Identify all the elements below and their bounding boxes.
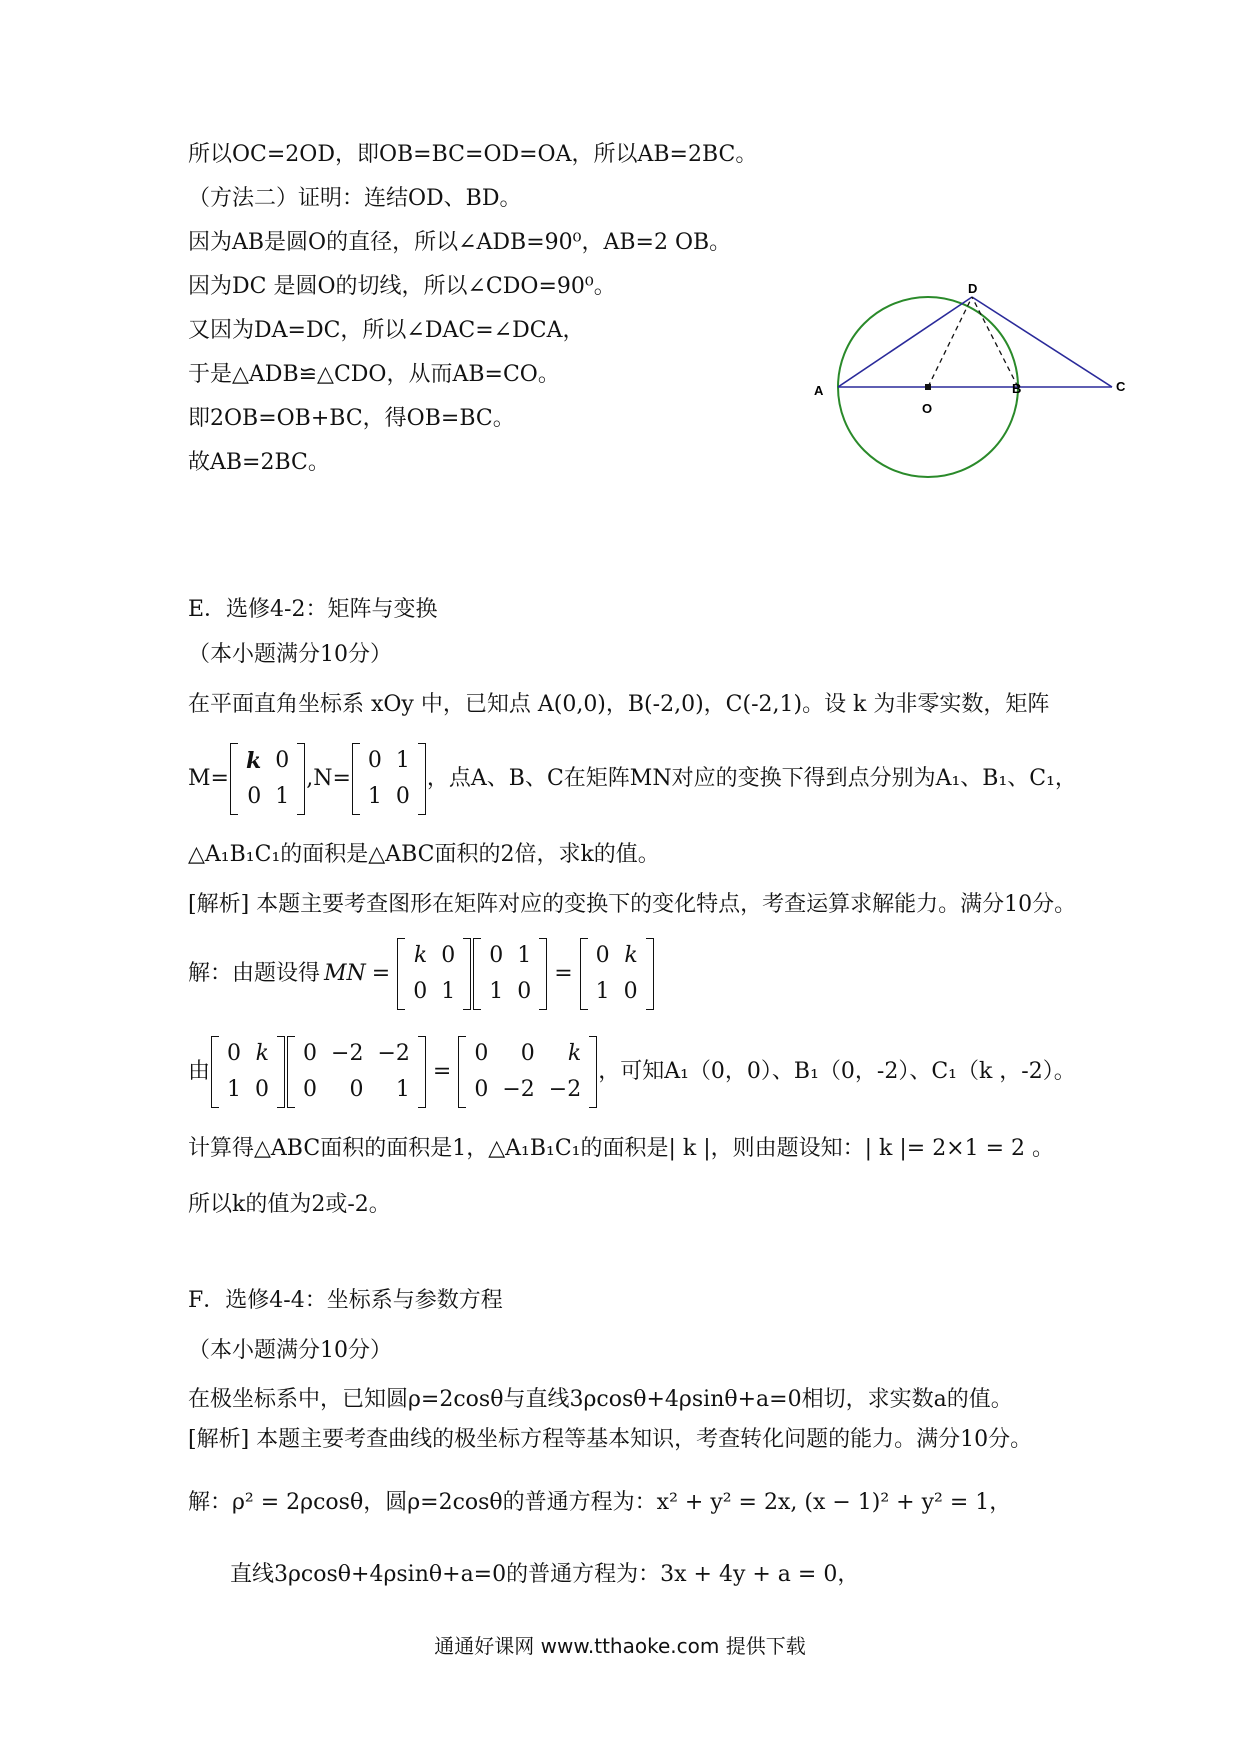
center-point <box>925 384 931 390</box>
section-f-analysis: [解析] 本题主要考查曲线的极坐标方程等基本知识，考查转化问题的能力。满分10分。 <box>188 1427 1033 1452</box>
product-matrix-3: 0 0 k 0 −2 −2 <box>458 1036 597 1108</box>
section-f-problem: 在极坐标系中，已知圆ρ=2cosθ与直线3ρcosθ+4ρsinθ+a=0相切，求实数a的值。 <box>188 1387 1013 1412</box>
geometry-figure <box>800 275 1130 495</box>
label-o: O <box>922 401 933 416</box>
segment-od <box>928 297 972 387</box>
method2-line-6: 故AB=2BC。 <box>188 450 330 475</box>
product-rest: ，可知A₁（0，0）、B₁（0，-2）、C₁（k ，-2）。 <box>598 1059 1076 1084</box>
m-label: M= <box>188 766 229 791</box>
section-f-solution-line-2: 直线3ρcosθ+4ρsinθ+a=0的普通方程为：3x + 4y + a = 0， <box>230 1562 860 1587</box>
section-e-title: E．选修4-2：矩阵与变换 <box>188 597 438 622</box>
label-a: A <box>814 383 824 398</box>
solution-matrix-1: k 0 0 1 <box>397 938 471 1010</box>
section-f-score: （本小题满分10分） <box>188 1338 392 1363</box>
problem-line-2-rest: ，点A、B、C在矩阵MN对应的变换下得到点分别为A₁、B₁、C₁， <box>426 766 1077 791</box>
method2-line-2: 因为DC 是圆O的切线，所以∠CDO=90⁰。 <box>188 274 616 299</box>
segment-dc <box>972 297 1112 387</box>
matrix-n: 0 1 1 0 <box>352 743 426 815</box>
equals-sign: = <box>432 1059 452 1084</box>
method1-conclusion: 所以OC=2OD，即OB=BC=OD=OA，所以AB=2BC。 <box>188 142 758 167</box>
matrix-m: k 0 0 1 <box>230 743 305 815</box>
segment-bd <box>972 297 1018 387</box>
section-e-problem-line-3: △A₁B₁C₁的面积是△ABC面积的2倍，求k的值。 <box>188 842 660 867</box>
product-matrix-2: 0 −2 −2 0 0 1 <box>287 1036 426 1108</box>
section-e-solution-line-1 <box>188 938 655 1010</box>
product-matrix-1: 0 k 1 0 <box>211 1036 285 1108</box>
equals-sign: = <box>554 961 573 986</box>
label-b: B <box>1012 381 1022 396</box>
method2-line-4: 于是△ADB≌△CDO，从而AB=CO。 <box>188 362 560 387</box>
section-f-solution-line-1: 解：ρ² = 2ρcosθ，圆ρ=2cosθ的普通方程为：x² + y² = 2x, (x − 1)² + y² = 1， <box>188 1490 1012 1515</box>
page-footer: 通通好课网 www.tthaoke.com 提供下载 <box>434 1634 806 1658</box>
solution-matrix-3: 0 k 1 0 <box>580 938 654 1010</box>
section-e-area-line: 计算得△ABC面积的面积是1，△A₁B₁C₁的面积是| k |，则由题设知：| k |= 2×1 = 2 。 <box>188 1136 1055 1161</box>
segment-ad <box>838 297 972 387</box>
label-d: D <box>968 281 978 296</box>
mn-symbol: MN <box>324 961 366 986</box>
section-e-problem-line-1: 在平面直角坐标系 xOy 中，已知点 A(0,0)，B(-2,0)，C(-2,1)。设 k 为非零实数，矩阵 <box>188 692 1050 717</box>
solution-prefix: 解：由题设得 <box>188 961 321 986</box>
solution-matrix-2: 0 1 1 0 <box>473 938 547 1010</box>
method2-line-5: 即2OB=OB+BC，得OB=BC。 <box>188 406 515 431</box>
label-c: C <box>1116 379 1126 394</box>
section-e-conclusion: 所以k的值为2或-2。 <box>188 1192 391 1217</box>
section-f-title: F．选修4-4：坐标系与参数方程 <box>188 1288 503 1313</box>
method2-line-3: 又因为DA=DC，所以∠DAC=∠DCA， <box>188 318 585 343</box>
section-e-solution-line-2 <box>188 1036 1076 1108</box>
method2-heading: （方法二）证明：连结OD、BD。 <box>188 186 522 211</box>
section-e-problem-line-2 <box>188 743 1077 815</box>
section-e-analysis: [解析] 本题主要考查图形在矩阵对应的变换下的变化特点，考查运算求解能力。满分10分。 <box>188 892 1077 917</box>
section-e-score: （本小题满分10分） <box>188 642 392 667</box>
n-label: ,N= <box>306 766 351 791</box>
you-prefix: 由 <box>188 1059 211 1084</box>
method2-line-1: 因为AB是圆O的直径，所以∠ADB=90⁰，AB=2 OB。 <box>188 230 732 255</box>
equals-sign: = <box>371 961 391 986</box>
